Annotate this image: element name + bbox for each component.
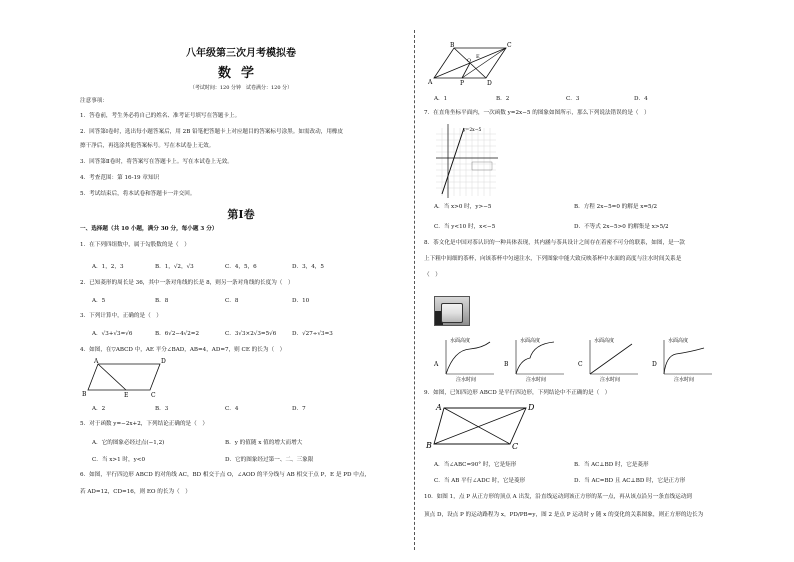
axis-label: 注水时间 (526, 377, 547, 383)
note-item: 3．回答第Ⅱ卷时，将答案写在答题卡上。写在本试卷上无效。 (80, 159, 233, 165)
question-6-option-b[interactable]: B．2 (496, 96, 510, 102)
section-heading: 一、选择题（共 10 小题，满分 30 分，每小题 3 分） (80, 226, 218, 232)
vertex-label: A (436, 403, 442, 412)
question-6-option-a[interactable]: A．1 (434, 96, 448, 102)
question-9-option-b[interactable]: B．当 AC⊥BD 时，它是菱形 (574, 462, 649, 468)
exam-subject: 数学 (217, 66, 264, 81)
question-10-stem-line1: 10．如图 1，点 P 从正方形的顶点 A 出发，沿直线运动到该正方形的某一点，再从该点沿另一条直线运动到 (424, 494, 692, 500)
question-1-option-b[interactable]: B．1，√2，√3 (155, 264, 194, 270)
vertex-label: C (512, 442, 519, 451)
vertex-label: B (82, 391, 87, 398)
water-height-graphs-q8 (434, 336, 764, 384)
linear-function-graph-q7 (436, 120, 506, 198)
graph-letter: C (578, 361, 583, 368)
question-3-option-a[interactable]: A．√3+√3=√6 (92, 331, 133, 337)
note-item: 2．回答第Ⅰ卷时，选出每小题答案后，用 2B 铅笔把答题卡上对应题目的答案标号涂黑。如需改动，用橡皮 (80, 129, 344, 135)
question-7-option-d[interactable]: D．不等式 2x−5>0 的解集是 x>5/2 (574, 224, 669, 230)
part-one-title: 第Ⅰ卷 (227, 208, 255, 221)
question-7-option-b[interactable]: B．方程 2x−5=0 的解是 x=5/2 (574, 204, 658, 210)
vertex-label: P (460, 80, 465, 87)
exam-title: 八年级第三次月考模拟卷 (186, 48, 296, 59)
note-item: 擦干净后，再选涂其他答案标号。写在本试卷上无效。 (80, 143, 215, 149)
vertex-label: D (528, 403, 535, 412)
note-item: 4．考查范围：第 16-19 章知识 (80, 175, 160, 181)
note-item: 1．答卷前，考生务必将自己的姓名、准考证号填写在答题卡上。 (80, 113, 241, 119)
question-6-stem-line2: 若 AD=12，CD=16，则 EO 的长为（ ） (80, 489, 191, 495)
question-3-option-c[interactable]: C．3√3×2√3=5√6 (225, 331, 277, 337)
vertex-label: E (476, 54, 480, 60)
question-9-stem: 9．如图，已知四边形 ABCD 是平行四边形，下列结论中不正确的是（ ） (424, 390, 611, 396)
question-9-option-c[interactable]: C．当 AB 平行∠ADC 时，它是菱形 (434, 478, 526, 484)
left-column (80, 0, 402, 562)
question-6-stem-line1: 6．如图，平行四边形 ABCD 的对角线 AC，BD 相交于点 O，∠AOD 的平分线与 AB 相交于点 P，E 是 PD 中点， (80, 472, 371, 478)
right-column (424, 0, 766, 562)
parallelogram-figure-q9 (426, 403, 535, 451)
question-1-stem: 1．在下列四组数中，属于勾股数的是（ ） (80, 242, 190, 248)
question-2-option-c[interactable]: C．8 (225, 298, 239, 304)
graph-letter: A (434, 361, 439, 368)
question-1-option-c[interactable]: C．4，5，6 (225, 264, 257, 270)
parallelogram-figure-q6 (428, 42, 514, 87)
question-3-option-b[interactable]: B．6√2−4√2=2 (155, 331, 200, 337)
axis-label: 水面高度 (520, 338, 541, 344)
column-divider (414, 30, 415, 550)
graph-c (578, 337, 638, 383)
question-8-stem-line3: （ ） (424, 272, 441, 278)
question-7-stem: 7．在直角坐标平面内，一次函数 y=2x−5 的图象如图所示，那么下列说法错误的是（ ） (424, 110, 650, 116)
question-4-option-b[interactable]: B．3 (155, 406, 169, 412)
parallelogram-figure-q4 (82, 358, 168, 399)
axis-label: 注水时间 (674, 377, 695, 383)
question-2-option-a[interactable]: A．5 (92, 298, 106, 304)
question-5-stem: 5．对于函数 y=−2x+2，下列结论正确的是（ ） (80, 421, 208, 427)
vertex-label: A (94, 358, 99, 365)
vertex-label: E (124, 392, 129, 399)
vertex-label: O (467, 58, 472, 64)
question-6-option-d[interactable]: D．4 (634, 96, 648, 102)
graph-d (652, 337, 712, 383)
question-8-stem-line2: 上下粗中间细的茶杯，向该茶杯中匀速注水，下列图象中能大致反映茶杯中水面的高度与注水时间关系是 (424, 256, 682, 262)
axis-label: 注水时间 (456, 377, 477, 383)
vertex-label: C (151, 392, 156, 399)
question-9-option-d[interactable]: D．当 AC=BD 且 AC⊥BD 时，它是正方形 (574, 478, 686, 484)
tea-cup-photo (434, 296, 470, 326)
exam-meta: （考试时间：120 分钟 试卷满分：120 分） (189, 85, 293, 91)
vertex-label: A (428, 79, 433, 86)
question-4-option-a[interactable]: A．2 (92, 406, 106, 412)
question-8-stem-line1: 8．茶文化是中国对茶认识的一种具体表现，其内涵与茶具设计之间存在着密不可分的联系，如图，是一款 (424, 240, 685, 246)
question-3-stem: 3．下列计算中，正确的是（ ） (80, 313, 162, 319)
question-2-stem: 2．已知菱形的周长是 36，其中一条对角线的长是 8，则另一条对角线的长度为（ ） (80, 280, 294, 286)
question-5-option-a[interactable]: A．它的图象必经过点(−1,2) (92, 440, 165, 446)
note-item: 5．考试结束后，将本试卷和答题卡一并交回。 (80, 191, 196, 197)
question-1-option-a[interactable]: A．1，2，3 (92, 264, 124, 270)
graph-letter: B (504, 361, 509, 368)
vertex-label: C (507, 42, 512, 49)
graph-function-label: y=2x−5 (463, 128, 482, 133)
question-5-option-c[interactable]: C．当 x>1 时，y<0 (92, 457, 146, 463)
question-5-option-d[interactable]: D．它的图象经过第一、二、三象限 (225, 457, 314, 463)
vertex-label: B (450, 42, 455, 49)
question-5-option-b[interactable]: B．y 的值随 x 值的增大而增大 (225, 440, 303, 446)
question-2-option-d[interactable]: D．10 (292, 298, 310, 304)
question-9-option-a[interactable]: A．当∠ABC=90° 时，它是矩形 (434, 462, 517, 468)
graph-b (504, 337, 564, 383)
question-4-option-d[interactable]: D．7 (292, 406, 306, 412)
axis-label: 水面高度 (668, 338, 689, 344)
axis-label: 水面高度 (450, 338, 471, 344)
question-7-option-a[interactable]: A．当 x>0 时，y>−5 (434, 204, 492, 210)
axis-label: 注水时间 (600, 377, 621, 383)
question-3-option-d[interactable]: D．√27÷√3=3 (292, 331, 333, 337)
question-7-option-c[interactable]: C．当 y<10 时，x<−5 (434, 224, 496, 230)
notes-heading: 注意事项： (80, 98, 108, 104)
vertex-label: D (161, 358, 166, 365)
question-4-option-c[interactable]: C．4 (225, 406, 239, 412)
question-10-stem-line2: 顶点 D，设点 P 的运动路程为 x，PD/PB=y，图 2 是点 P 运动时 y 随 x 的变化的关系图象，则正方形的边长为 (424, 512, 704, 518)
graph-letter: D (652, 361, 657, 368)
question-1-option-d[interactable]: D．3，4，5 (292, 264, 324, 270)
question-2-option-b[interactable]: B．8 (155, 298, 169, 304)
vertex-label: B (426, 441, 432, 450)
vertex-label: D (487, 80, 492, 87)
question-4-stem: 4．如图，在▽ABCD 中，AE 平分∠BAD，AB=4，AD=7，则 CE 的长为（ ） (80, 347, 286, 353)
graph-a (433, 337, 494, 383)
question-6-option-c[interactable]: C．3 (566, 96, 580, 102)
axis-label: 水面高度 (594, 338, 615, 344)
